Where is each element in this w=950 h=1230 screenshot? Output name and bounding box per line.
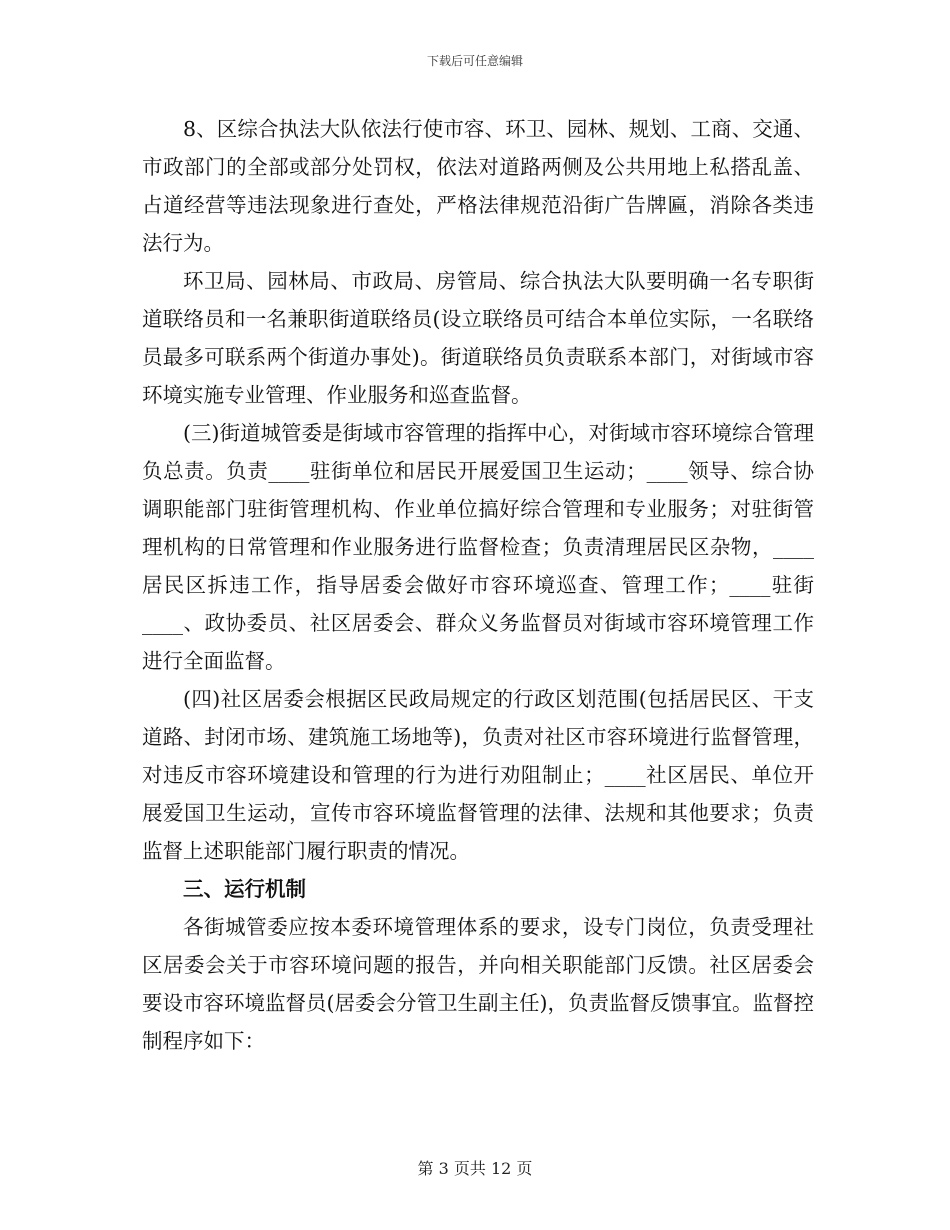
page-footer: 第 3 页共 12 页 bbox=[417, 1159, 533, 1178]
section-heading-operation: 三、运行机制 bbox=[183, 877, 306, 901]
paragraph-community-committee: (四)社区居委会根据区民政局规定的行政区划范围(包括居民区、干支道路、封闭市场、建筑施工场地等)，负责对社区市容环境进行监督管理，对违反市容环境建设和管理的行为进行劝阻制止；____社区居民、单位开展爱国卫生运动，宣传市容环境监督管理的法律、法规和其他要求；负责监督上述职能部门履行职责的情况。 bbox=[142, 687, 814, 863]
page-header: 下载后可任意编辑 bbox=[426, 54, 523, 68]
paragraph-operation-mechanism: 各街城管委应按本委环境管理体系的要求，设专门岗位，负责受理社区居委会关于市容环境问题的报告，并向相关职能部门反馈。社区居委会要设市容环境监督员(居委会分管卫生副主任)，负责监督反馈事宜。监督控制程序如下： bbox=[142, 915, 814, 1053]
paragraph-street-committee: (三)街道城管委是街域市容管理的指挥中心，对街域市容环境综合管理负总责。负责____驻街单位和居民开展爱国卫生运动；____领导、综合协调职能部门驻街管理机构、作业单位搞好综合管理和专业服务；对驻街管理机构的日常管理和作业服务进行监督检查；负责清理居民区杂物，____居民区拆违工作，指导居委会做好市容环境巡查、管理工作；____驻街____、政协委员、社区居委会、群众义务监督员对街域市容环境管理工作进行全面监督。 bbox=[142, 421, 814, 673]
document-body bbox=[142, 110, 814, 1060]
paragraph-liaison-officers: 环卫局、园林局、市政局、房管局、综合执法大队要明确一名专职街道联络员和一名兼职街道联络员(设立联络员可结合本单位实际，一名联络员最多可联系两个街道办事处)。街道联络员负责联系本部门，对街域市容环境实施专业管理、作业服务和巡查监督。 bbox=[142, 269, 814, 407]
paragraph-law-enforcement: 8、区综合执法大队依法行使市容、环卫、园林、规划、工商、交通、市政部门的全部或部分处罚权，依法对道路两侧及公共用地上私搭乱盖、占道经营等违法现象进行查处，严格法律规范沿街广告牌匾，消除各类违法行为。 bbox=[142, 117, 814, 255]
